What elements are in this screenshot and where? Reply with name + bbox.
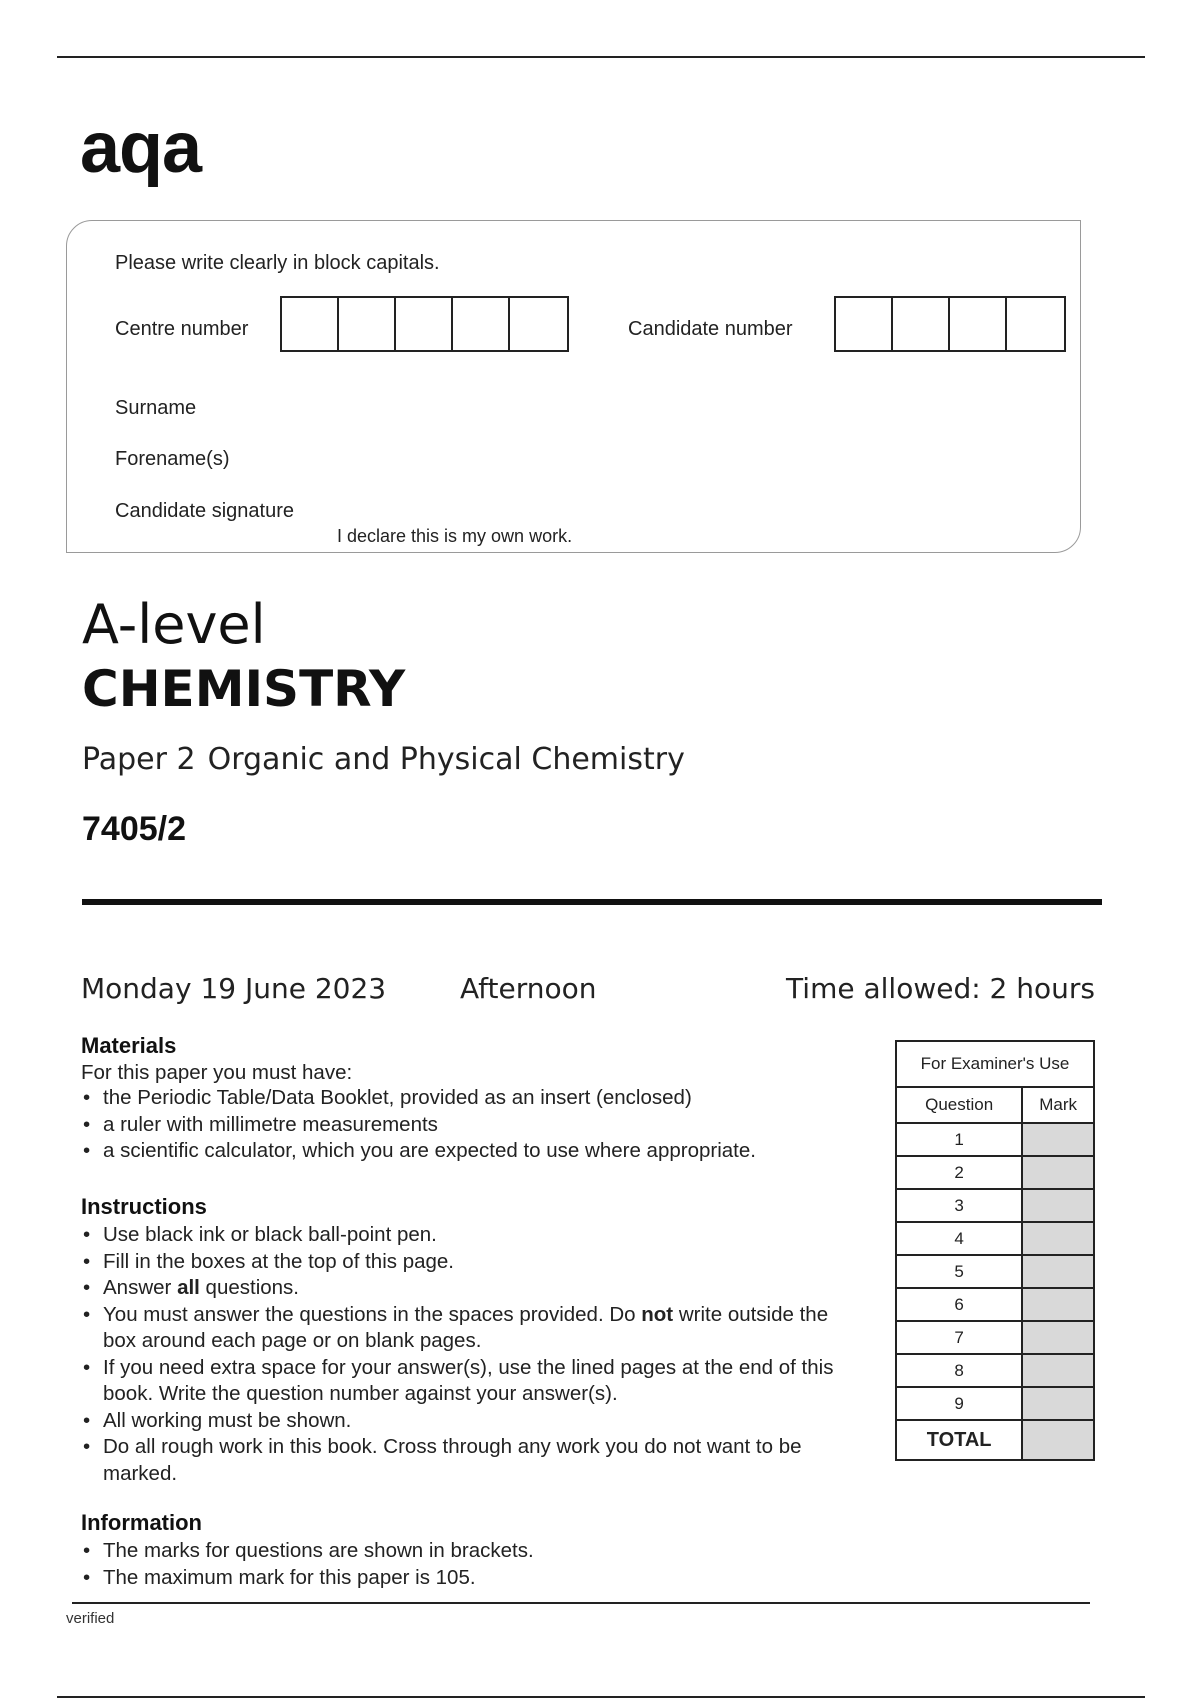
list-item: • You must answer the questions in the spaces provided. Do not write outside the box around each page or on blank pages. [81,1302,861,1355]
list-item: • The marks for questions are shown in brackets. [81,1538,871,1565]
candidate-number-digit-box[interactable] [1007,298,1064,350]
qualification-level: A-level [82,593,266,656]
paper-code: 7405/2 [82,810,186,848]
block-capitals-instruction: Please write clearly in block capitals. [115,252,440,274]
mark-cell [1022,1156,1094,1189]
time-allowed: Time allowed: 2 hours [786,972,1095,1005]
mark-column-header: Mark [1022,1087,1094,1123]
mark-cell [1022,1222,1094,1255]
exam-session: Afternoon [460,972,597,1005]
mark-cell [1022,1321,1094,1354]
question-number: 4 [896,1222,1022,1255]
examiner-use-table [895,1040,1095,1461]
materials-heading: Materials [81,1033,177,1058]
list-item: • If you need extra space for your answer(s), use the lined pages at the end of this book. Write the question number against your answer(s). [81,1355,861,1408]
centre-number-digit-box[interactable] [339,298,396,350]
question-column-header: Question [896,1087,1022,1123]
mark-cell [1022,1354,1094,1387]
question-number: 6 [896,1288,1022,1321]
list-item: • a ruler with millimetre measurements [81,1112,871,1139]
signature-label: Candidate signature [115,500,295,522]
question-number: 3 [896,1189,1022,1222]
paper-number: Paper 2 [82,742,196,777]
aqa-logo: aqa [80,108,202,188]
instructions-section [81,1194,861,1487]
materials-section [81,1033,871,1165]
centre-number-field[interactable] [280,296,569,352]
list-item: • the Periodic Table/Data Booklet, provided as an insert (enclosed) [81,1085,871,1112]
centre-number-digit-box[interactable] [510,298,567,350]
total-label: TOTAL [896,1420,1022,1460]
bottom-rule [57,1696,1145,1698]
materials-intro: For this paper you must have: [81,1061,353,1084]
candidate-number-label: Candidate number [628,318,793,340]
title-divider [82,899,1102,905]
verified-label: verified [66,1610,115,1627]
list-item: • Use black ink or black ball-point pen. [81,1222,861,1249]
mark-cell [1022,1288,1094,1321]
list-item: • Answer all questions. [81,1275,861,1302]
footer-rule [72,1602,1090,1604]
mark-cell [1022,1387,1094,1420]
question-number: 1 [896,1123,1022,1156]
list-item: • The maximum mark for this paper is 105. [81,1565,871,1592]
instructions-list [81,1222,861,1487]
candidate-number-digit-box[interactable] [836,298,893,350]
top-rule [57,56,1145,58]
information-section [81,1510,871,1591]
paper-title [82,742,685,777]
list-item: • Fill in the boxes at the top of this page. [81,1249,861,1276]
surname-label: Surname [115,397,197,419]
question-number: 2 [896,1156,1022,1189]
mark-cell [1022,1255,1094,1288]
exam-date: Monday 19 June 2023 [81,972,387,1005]
question-number: 5 [896,1255,1022,1288]
examiner-table-title: For Examiner's Use [896,1041,1094,1087]
information-heading: Information [81,1510,202,1535]
candidate-number-field[interactable] [834,296,1066,352]
mark-cell [1022,1123,1094,1156]
instructions-heading: Instructions [81,1194,207,1219]
total-mark-cell [1022,1420,1094,1460]
information-list [81,1538,871,1591]
mark-cell [1022,1189,1094,1222]
list-item: • a scientific calculator, which you are expected to use where appropriate. [81,1138,871,1165]
candidate-number-digit-box[interactable] [893,298,950,350]
question-number: 8 [896,1354,1022,1387]
forenames-label: Forename(s) [115,448,230,470]
declaration-text: I declare this is my own work. [337,526,573,546]
centre-number-digit-box[interactable] [396,298,453,350]
question-number: 9 [896,1387,1022,1420]
subject-title: CHEMISTRY [82,660,406,718]
materials-list [81,1085,871,1165]
centre-number-digit-box[interactable] [453,298,510,350]
candidate-number-digit-box[interactable] [950,298,1007,350]
list-item: • Do all rough work in this book. Cross through any work you do not want to be marked. [81,1434,861,1487]
question-number: 7 [896,1321,1022,1354]
centre-number-digit-box[interactable] [282,298,339,350]
paper-name: Organic and Physical Chemistry [207,742,685,777]
centre-number-label: Centre number [115,318,249,340]
list-item: • All working must be shown. [81,1408,861,1435]
